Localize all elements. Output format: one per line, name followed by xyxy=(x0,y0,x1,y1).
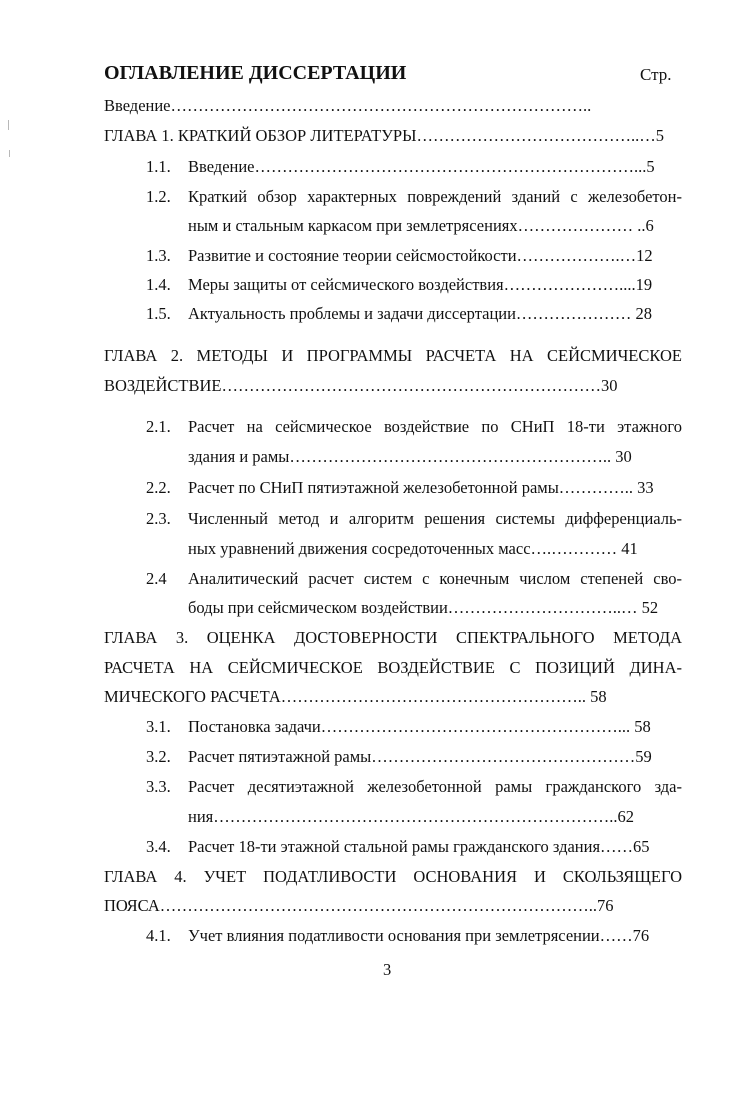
toc-section-number: 3.3. xyxy=(146,777,171,796)
scan-artifact xyxy=(9,150,10,157)
toc-chapter-3-line1: ГЛАВА 3. ОЦЕНКА ДОСТОВЕРНОСТИ СПЕКТРАЛЬНОГО МЕТОДА xyxy=(104,628,682,647)
toc-section-2-1-line2: здания и рамы………………………………………………….. 30 xyxy=(188,447,632,466)
toc-chapter-4-line1: ГЛАВА 4. УЧЕТ ПОДАТЛИВОСТИ ОСНОВАНИЯ И СКОЛЬЗЯЩЕГО xyxy=(104,867,682,886)
toc-section-4-1: Учет влияния податливости основания при землетрясении……76 xyxy=(188,926,650,945)
toc-section-1-3: Развитие и состояние теории сейсмостойкости……………….…12 xyxy=(188,246,653,265)
toc-section-2-3-line1: Численный метод и алгоритм решения системы дифференциаль- xyxy=(188,509,682,528)
toc-chapter-2-line1: ГЛАВА 2. МЕТОДЫ И ПРОГРАММЫ РАСЧЕТА НА СЕЙСМИЧЕСКОЕ xyxy=(104,346,682,365)
toc-section-number: 2.1. xyxy=(146,417,171,436)
toc-chapter-3-line2: РАСЧЕТА НА СЕЙСМИЧЕСКОЕ ВОЗДЕЙСТВИЕ С ПОЗИЦИЙ ДИНА- xyxy=(104,658,682,677)
toc-intro: Введение………………………………………………………………….. xyxy=(104,96,592,115)
toc-section-number: 2.2. xyxy=(146,478,171,497)
toc-section-number: 2.3. xyxy=(146,509,171,528)
toc-section-2-2: Расчет по СНиП пятиэтажной железобетонной рамы………….. 33 xyxy=(188,478,654,497)
toc-chapter-3-line3: МИЧЕСКОГО РАСЧЕТА……………………………………………….. 58 xyxy=(104,687,607,706)
toc-section-2-4-line2: боды при сейсмическом воздействии…………………………..… 52 xyxy=(188,598,659,617)
toc-section-3-3-line2: ния………………………………………………………………..62 xyxy=(188,807,634,826)
toc-section-1-4: Меры защиты от сейсмического воздействия…………………....19 xyxy=(188,275,653,294)
toc-section-number: 1.2. xyxy=(146,187,171,206)
toc-chapter-2-line2: ВОЗДЕЙСТВИЕ……………………………………………………………30 xyxy=(104,376,618,395)
scan-artifact xyxy=(8,120,9,130)
toc-section-number: 3.1. xyxy=(146,717,171,736)
toc-section-number: 1.4. xyxy=(146,275,171,294)
toc-section-3-2: Расчет пятиэтажной рамы…………………………………………59 xyxy=(188,747,652,766)
toc-section-number: 1.3. xyxy=(146,246,171,265)
page-title: ОГЛАВЛЕНИЕ ДИССЕРТАЦИИ xyxy=(104,62,407,84)
toc-section-3-3-line1: Расчет десятиэтажной железобетонной рамы гражданского зда- xyxy=(188,777,682,796)
toc-section-3-4: Расчет 18-ти этажной стальной рамы гражданского здания……65 xyxy=(188,837,650,856)
toc-section-2-3-line2: ных уравнений движения сосредоточенных масс….………… 41 xyxy=(188,539,638,558)
toc-section-1-2-line1: Краткий обзор характерных повреждений зданий с железобетон- xyxy=(188,187,682,206)
toc-section-1-5: Актуальность проблемы и задачи диссертации………………… 28 xyxy=(188,304,653,323)
toc-section-number: 3.4. xyxy=(146,837,171,856)
toc-section-1-1: Введение……………………………………………………………...5 xyxy=(188,157,655,176)
toc-section-number: 4.1. xyxy=(146,926,171,945)
toc-section-number: 3.2. xyxy=(146,747,171,766)
toc-section-number: 2.4 xyxy=(146,569,167,588)
page-column-label: Стр. xyxy=(640,65,672,84)
page-number: 3 xyxy=(383,960,392,979)
toc-section-number: 1.1. xyxy=(146,157,171,176)
toc-chapter-1: ГЛАВА 1. КРАТКИЙ ОБЗОР ЛИТЕРАТУРЫ…………………………………..…5 xyxy=(104,126,664,145)
toc-section-2-4-line1: Аналитический расчет систем с конечным числом степеней сво- xyxy=(188,569,682,588)
toc-section-3-1: Постановка задачи………………………………………………... 58 xyxy=(188,717,651,736)
toc-chapter-4-line2: ПОЯСА……………………………………………………………………..76 xyxy=(104,896,614,915)
toc-section-number: 1.5. xyxy=(146,304,171,323)
toc-section-1-2-line2: ным и стальным каркасом при землетрясениях………………… ..6 xyxy=(188,216,654,235)
toc-section-2-1-line1: Расчет на сейсмическое воздействие по СНиП 18-ти этажного xyxy=(188,417,682,436)
